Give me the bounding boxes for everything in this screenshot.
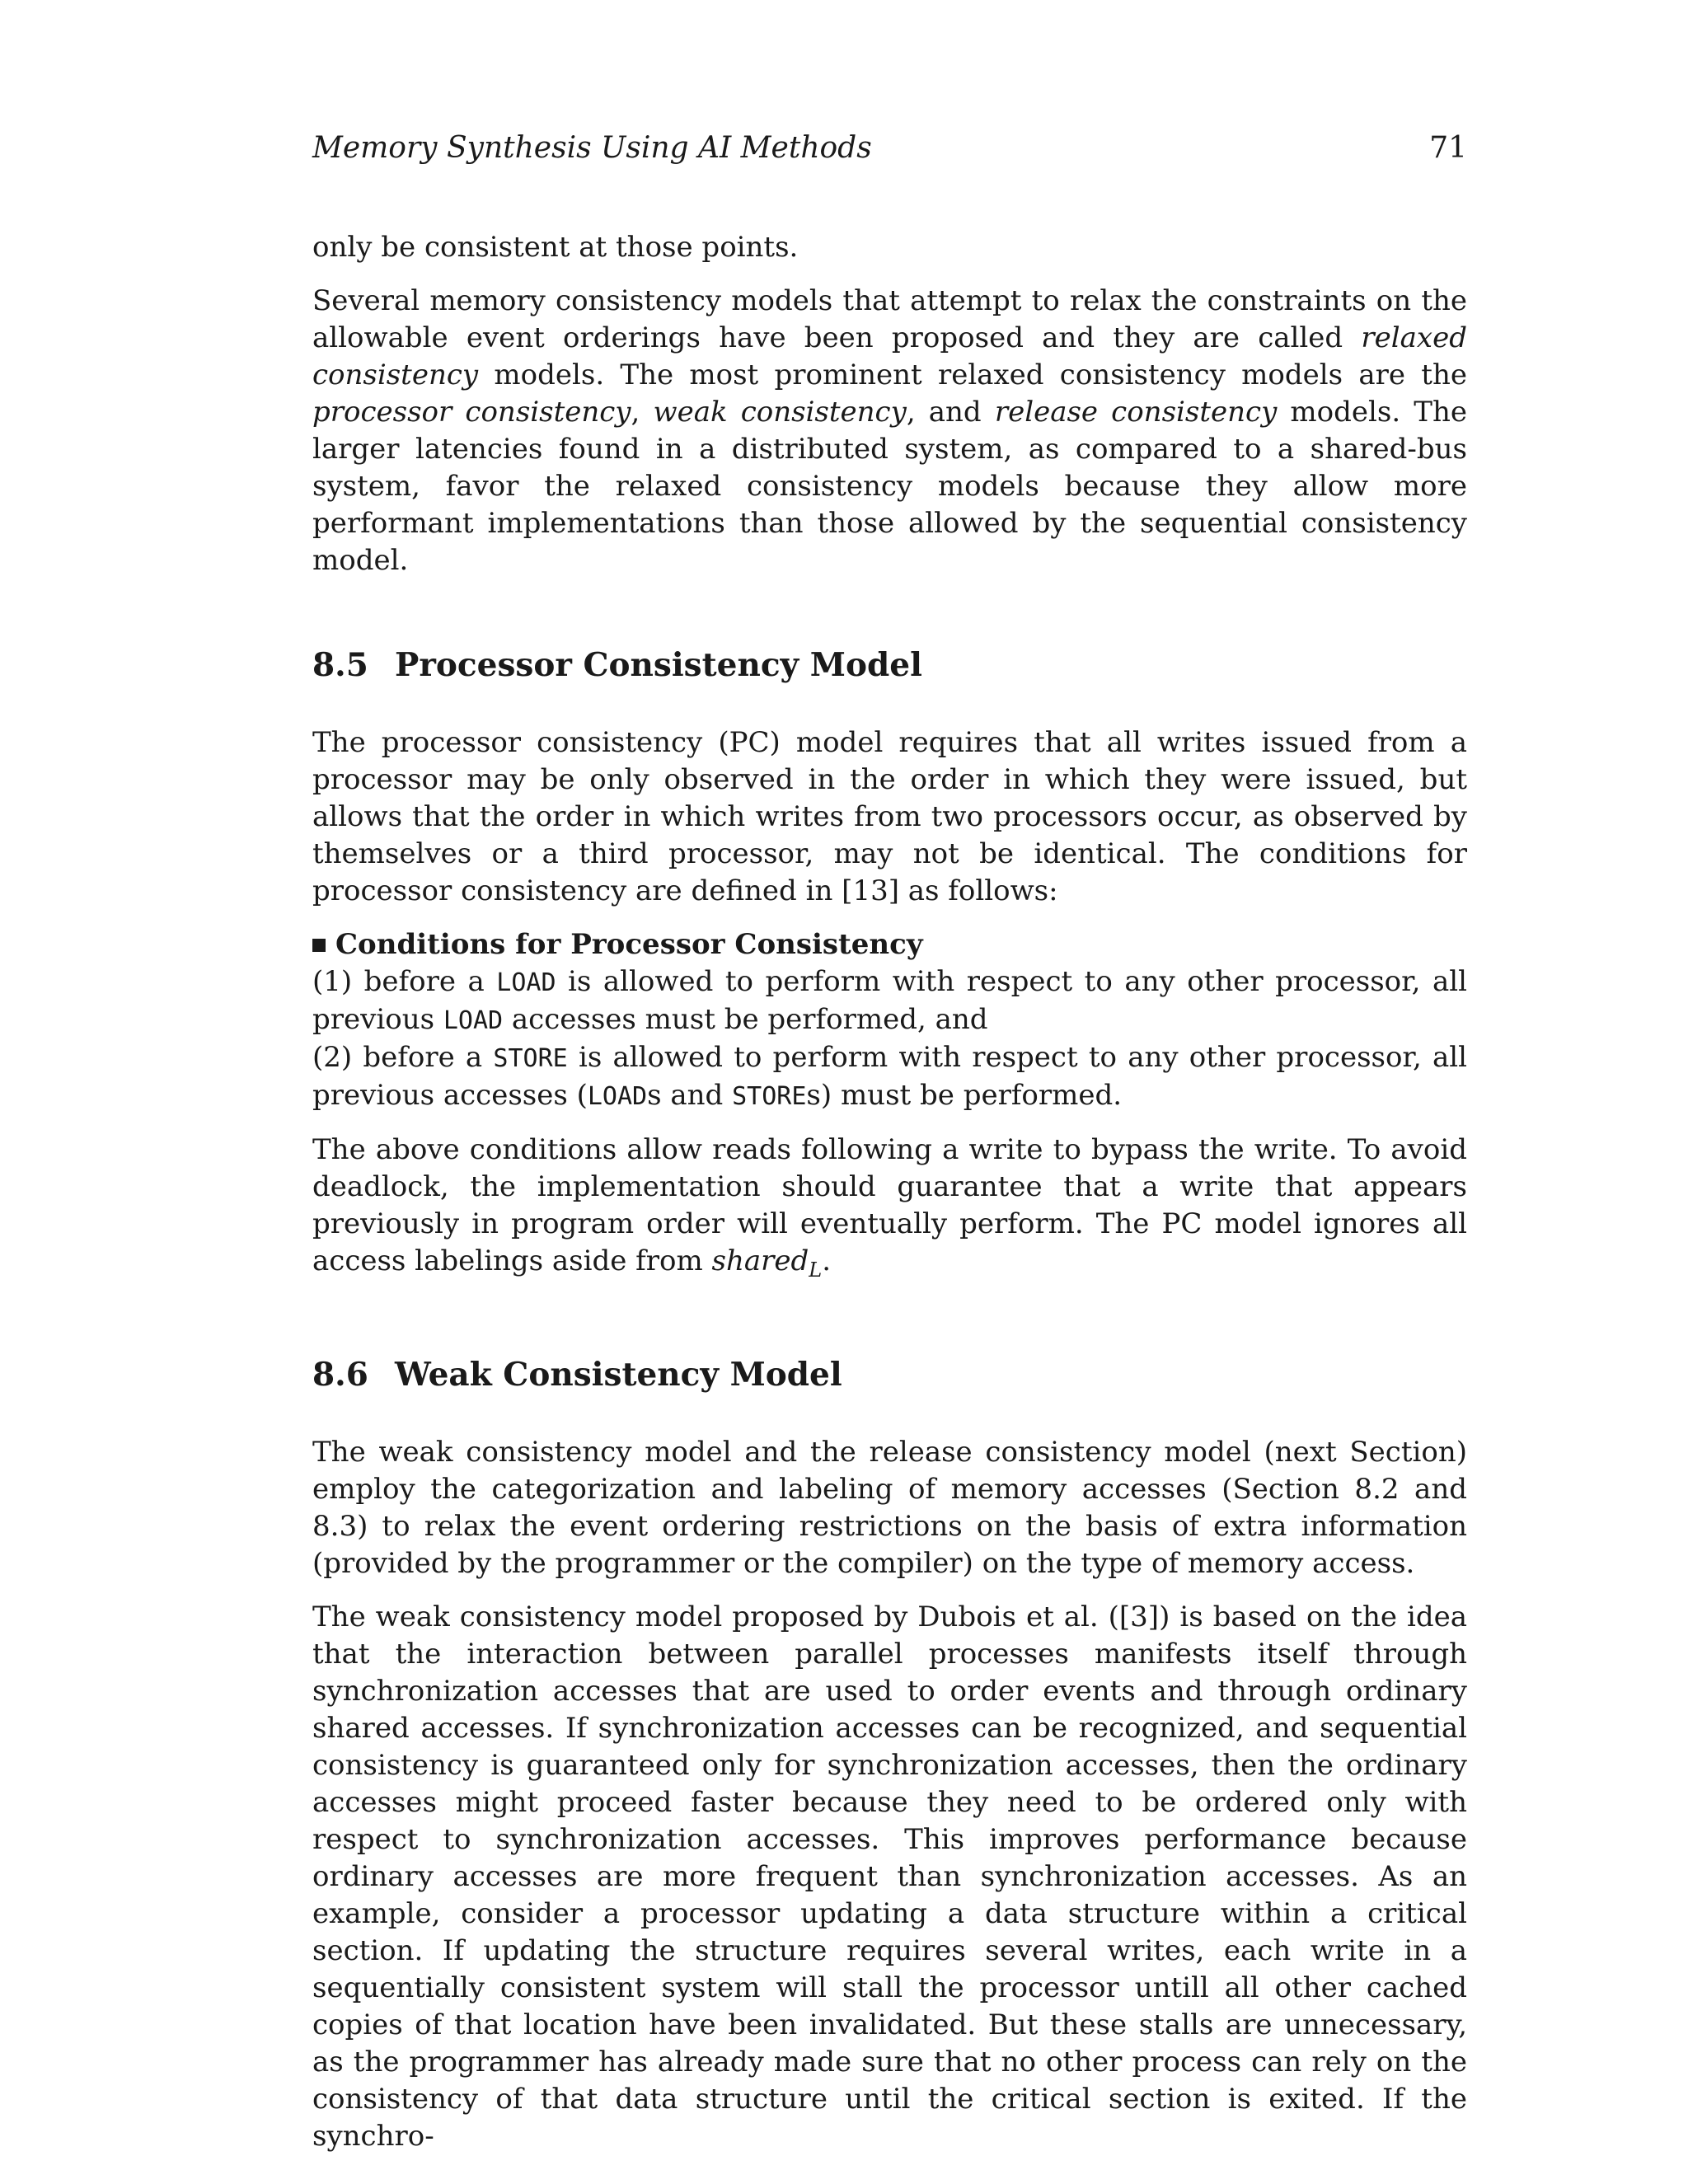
term-shared: shared xyxy=(711,1244,809,1277)
text-run: , xyxy=(631,396,654,429)
text-run: . xyxy=(822,1244,832,1277)
section-number: 8.6 xyxy=(312,1355,368,1394)
paragraph-relaxed-models xyxy=(312,283,1467,579)
code-store: STORE xyxy=(732,1082,807,1111)
text-run: Several memory consistency models that attempt to relax the constraints on the allowable event orderings have been proposed and they are called xyxy=(312,284,1467,354)
text-run: is allowed to perform with respect to any other processor, all previous xyxy=(312,965,1467,1036)
text-run: is allowed to perform with respect to any other processor, all previous accesses ( xyxy=(312,1041,1468,1112)
text-run: (1) before a xyxy=(312,965,497,998)
term-relaxed-consistency: relaxed consistency xyxy=(312,321,1467,391)
condition-1 xyxy=(312,963,1467,1039)
term-processor-consistency: processor consistency xyxy=(312,396,631,429)
code-load: LOAD xyxy=(587,1082,648,1111)
text-run: (2) before a xyxy=(312,1041,494,1074)
text-run: s) must be performed. xyxy=(806,1079,1123,1112)
text-run: models. The larger latencies found in a distributed system, as compared to a shared-bus system, favor the relaxed consistency models because they allow more performant implementations than those allowed by the sequential consistency model. xyxy=(312,396,1467,577)
subscript-l: L xyxy=(809,1258,823,1282)
section-heading-8-5 xyxy=(312,645,1467,685)
code-load: LOAD xyxy=(496,968,556,997)
conditions-title xyxy=(312,926,1467,963)
code-store: STORE xyxy=(493,1044,568,1073)
conditions-title-text: Conditions for Processor Consistency xyxy=(335,928,923,961)
running-title: Memory Synthesis Using AI Methods xyxy=(312,131,872,165)
section-heading-8-6 xyxy=(312,1355,1467,1394)
page-number: 71 xyxy=(1429,131,1467,165)
term-weak-consistency: weak consistency xyxy=(653,396,907,429)
paragraph-intro: only be consistent at those points. xyxy=(312,231,799,264)
body-text xyxy=(312,229,1467,2172)
paragraph-pc-definition: The processor consistency (PC) model requires that all writes issued from a processor may be only observed in the order in which they were issued, but allows that the order in which writes from two processors occur, as observed by themselves or a third processor, may not be identical. The conditions for processor consistency are defined in [13] as follows: xyxy=(312,726,1467,907)
text-run: models. The most prominent relaxed consistency models are the xyxy=(478,359,1467,391)
text-run: accesses must be performed, and xyxy=(503,1003,988,1036)
section-number: 8.5 xyxy=(312,646,368,684)
term-release-consistency: release consistency xyxy=(994,396,1278,429)
text-run: , and xyxy=(906,396,995,429)
paragraph-pc-bypass xyxy=(312,1132,1467,1289)
section-title: Weak Consistency Model xyxy=(395,1355,842,1394)
condition-2 xyxy=(312,1039,1467,1115)
paragraph-weak-dubois: The weak consistency model proposed by Dubois et al. ([3]) is based on the idea that the interaction between parallel processes manifests itself through synchronization accesses that are used to order events and through ordinary shared accesses. If synchronization accesses can be recognized, and sequential consistency is guaranteed only for synchronization accesses, then the ordinary accesses might proceed faster because they need to be ordered only with respect to synchronization accesses. This improves performance because ordinary accesses are more frequent than synchronization accesses. As an example, consider a processor updating a data structure within a critical section. If updating the structure requires several writes, each write in a sequentially consistent system will stall the processor untill all other cached copies of that location have been invalidated. But these stalls are unnecessary, as the programmer has already made sure that no other process can rely on the consistency of that data structure until the critical section is exited. If the synchro- xyxy=(312,1600,1467,2153)
square-bullet-icon xyxy=(312,939,326,952)
text-run: s and xyxy=(647,1079,733,1112)
paragraph-weak-intro: The weak consistency model and the release consistency model (next Section) employ the categorization and labeling of memory accesses (Section 8.2 and 8.3) to relax the event ordering restrictions on the basis of extra information (provided by the programmer or the compiler) on the type of memory access. xyxy=(312,1435,1467,1580)
text-run: The above conditions allow reads following a write to bypass the write. To avoid deadlock, the implementation should guarantee that a write that appears previously in program order will eventually perform. The PC model ignores all access labelings aside from xyxy=(312,1133,1467,1277)
conditions-block xyxy=(312,926,1467,1115)
code-load: LOAD xyxy=(443,1006,504,1035)
section-title: Processor Consistency Model xyxy=(395,646,922,684)
